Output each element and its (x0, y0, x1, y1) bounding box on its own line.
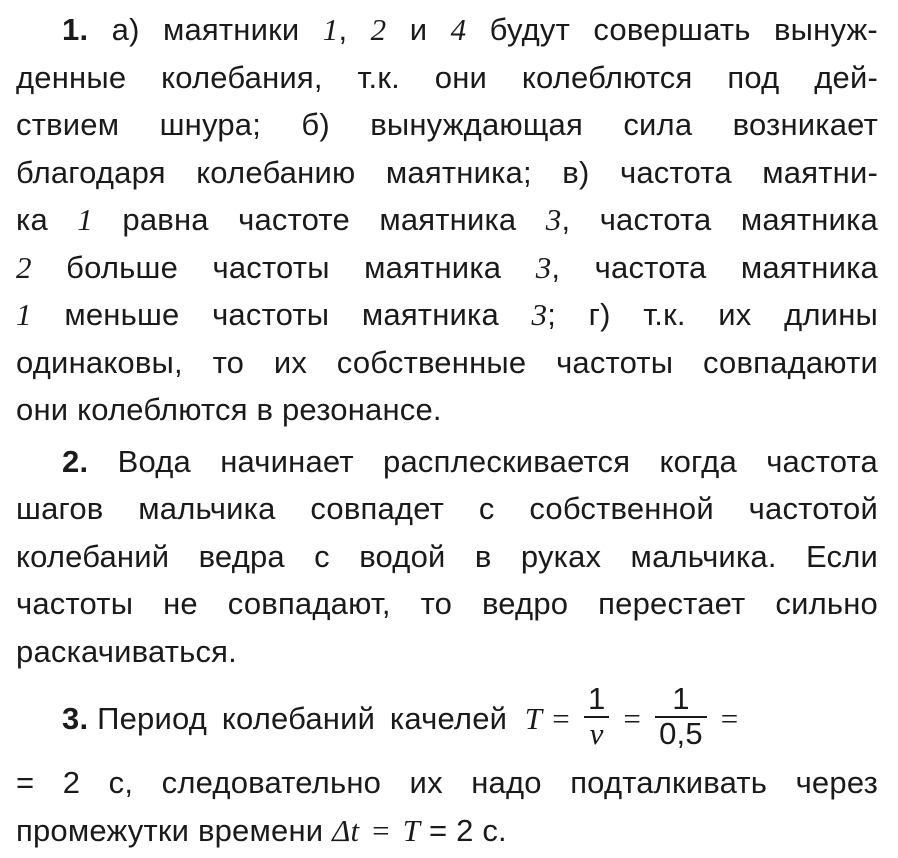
document-page (16, 6, 878, 858)
item-number-2: 2. (62, 443, 89, 479)
fraction-one-over-nu: $\frac{1}{\nu}$ (584, 683, 609, 750)
delta-t-symbol: Δt (332, 812, 360, 848)
fraction-one-over-half: $\frac{1}{0,5}$ (655, 683, 707, 750)
p3-line-1: 3. Период колебаний качелей T = $\frac{1}{\nu}$ = $\frac{1}{0,5}$ = (62, 681, 739, 751)
p2-line-5: раскачиваться. (16, 633, 237, 669)
p1-line-7: 1 меньше частоты маятника 3; г) т.к. их длины (16, 297, 878, 332)
p2-line-1: 2. Вода начинает расплескивается когда частота (62, 443, 878, 479)
period-symbol: T (524, 701, 543, 737)
p3-line-2: = 2 с, следовательно их надо подталкивать через (16, 765, 878, 800)
item-number-1: 1. (62, 12, 89, 47)
paragraph-3 (16, 679, 878, 854)
paragraph-1 (16, 6, 878, 434)
p1-line-5: ка 1 равна частоте маятника 3, частота маятника (16, 202, 878, 237)
p1-line-4: благодаря колебанию маятника; в) частота маятни- (16, 154, 878, 190)
p1-line-6: 2 больше частоты маятника 3, частота маятника (16, 249, 878, 285)
paragraph-2 (16, 438, 878, 676)
p2-line-2: шагов мальчика совпадет с собственной частотой (16, 491, 878, 526)
item-number-3: 3. (62, 701, 89, 737)
p2-line-3: колебаний ведра с водой в руках мальчика. Если (16, 538, 878, 574)
p2-line-4: частоты не совпадают, то ведро перестает сильно (16, 586, 878, 621)
p3-line-3: промежутки времени Δt = T = 2 с. (16, 812, 507, 848)
p1-line-3: ствием шнура; б) вынуждающая сила возникает (16, 107, 878, 142)
p1-line-2: денные колебания, т.к. они колеблются под дей- (16, 59, 878, 95)
p1-line-9: они колеблются в резонансе. (16, 392, 442, 427)
p1-line-8: одинаковы, то их собственные частоты совпадаюти (16, 344, 878, 380)
p1-line-1: 1. а) маятники 1, 2 и 4 будут совершать вынуж- (62, 12, 878, 47)
